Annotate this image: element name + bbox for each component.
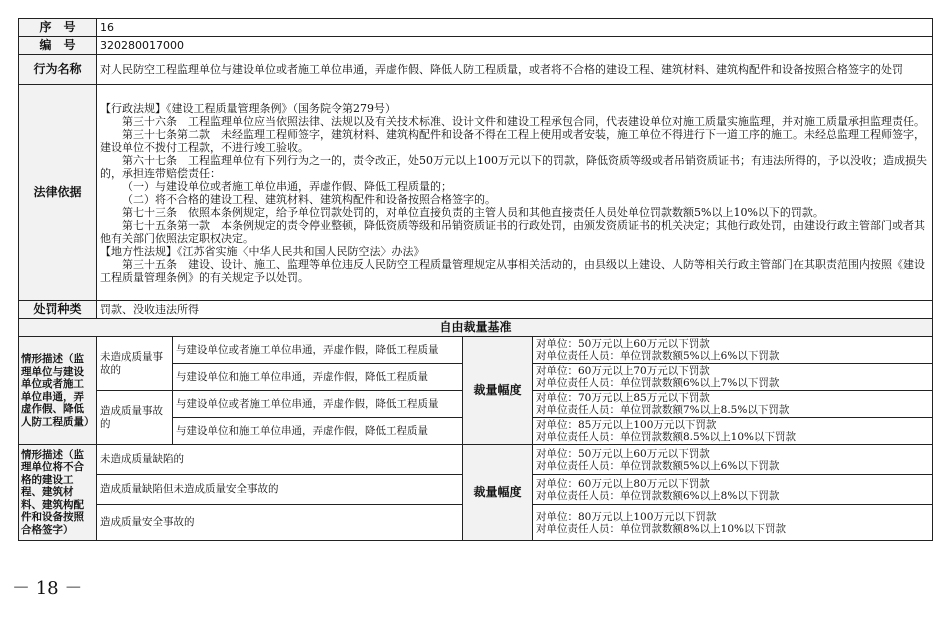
penalty-value: 罚款、没收违法所得 (97, 301, 933, 319)
range-unit: 对单位：80万元以上100万元以下罚款 (536, 510, 717, 523)
legal-line: 第三十五条 建设、设计、施工、监理等单位违反人民防空工程质量管理规定从事相关活动的，由县级以上建设、人防等相关行政主管部门在其职责范围内按照《建设工程质量管理条例》的有关规定予以处罚。 (100, 257, 925, 284)
range-person: 对单位责任人员：单位罚款数额7%以上8.5%以下罚款 (536, 404, 790, 416)
legal-line: 第三十六条 工程监理单位应当依照法律、法规以及有关技术标准、设计文件和建设工程承包合同，代表建设单位对施工质量实施监理，并对施工质量承担监理责任。 (122, 114, 925, 128)
range-unit: 对单位：85万元以上100万元以下罚款 (536, 419, 717, 431)
group1-range (533, 337, 933, 364)
group1-range (533, 364, 933, 391)
code-label: 编 号 (19, 37, 97, 55)
group1-item: 与建设单位和施工单位串通，弄虚作假，降低工程质量 (173, 418, 463, 445)
group1-sub1: 未造成质量事故的 (97, 337, 173, 391)
penalty-label: 处罚种类 (19, 301, 97, 319)
legal-basis (97, 85, 933, 301)
group2-label: 情形描述（监理单位将不合格的建设工程、建筑材料、建筑构配件和设备按照合格签字） (19, 445, 97, 541)
group2-item: 未造成质量缺陷的 (97, 445, 463, 475)
range-person: 对单位责任人员：单位罚款数额6%以上7%以下罚款 (536, 377, 780, 389)
legal-line: （二）将不合格的建设工程、建筑材料、建筑构配件和设备按照合格签字的。 (122, 192, 496, 206)
group2-range (533, 445, 933, 475)
legal-line: 第六十七条 工程监理单位有下列行为之一的，责令改正，处50万元以上100万元以下的罚款，降低资质等级或者吊销资质证书；有违法所得的，予以没收；造成损失的，承担连带赔偿责任： (100, 153, 927, 180)
group1-item: 与建设单位或者施工单位串通，弄虚作假，降低工程质量 (173, 391, 463, 418)
legal-line: （一）与建设单位或者施工单位串通，弄虚作假、降低工程质量的； (122, 179, 452, 193)
range-unit: 对单位：60万元以上70万元以下罚款 (536, 365, 710, 377)
group2-range (533, 475, 933, 505)
legal-label: 法律依据 (19, 85, 97, 301)
legal-line: 第七十五条第一款 本条例规定的责令停业整顿，降低资质等级和吊销资质证书的行政处罚，由颁发资质证书的机关决定；其他行政处罚，由建设行政主管部门或者其他有关部门依照法定职权决定。 (100, 218, 925, 245)
range-unit: 对单位：60万元以上80万元以下罚款 (536, 477, 710, 490)
range-unit: 对单位：50万元以上60万元以下罚款 (536, 447, 710, 460)
group1-range-label: 裁量幅度 (463, 337, 533, 445)
act-label: 行为名称 (19, 55, 97, 85)
seq-value: 16 (97, 19, 933, 37)
group1-range (533, 391, 933, 418)
discretion-title: 自由裁量基准 (19, 319, 933, 337)
group2-range-label: 裁量幅度 (463, 445, 533, 541)
group1-item: 与建设单位和施工单位串通，弄虚作假，降低工程质量 (173, 364, 463, 391)
act-value: 对人民防空工程监理单位与建设单位或者施工单位串通，弄虚作假、降低人防工程质量，或者将不合格的建设工程、建筑材料、建筑构配件和设备按照合格签字的处罚 (97, 55, 933, 85)
range-unit: 对单位：70万元以上85万元以下罚款 (536, 392, 710, 404)
range-person: 对单位责任人员：单位罚款数额8%以上10%以下罚款 (536, 522, 786, 535)
group2-item: 造成质量安全事故的 (97, 505, 463, 541)
range-unit: 对单位：50万元以上60万元以下罚款 (536, 338, 710, 350)
legal-line: 第七十三条 依照本条例规定，给予单位罚款处罚的，对单位直接负责的主管人员和其他直接责任人员处单位罚款数额5%以上10%以下的罚款。 (122, 205, 824, 219)
group1-sub2: 造成质量事故的 (97, 391, 173, 445)
range-person: 对单位责任人员：单位罚款数额6%以上8%以下罚款 (536, 489, 780, 502)
group1-item: 与建设单位或者施工单位串通，弄虚作假，降低工程质量 (173, 337, 463, 364)
penalty-table (18, 18, 933, 541)
legal-line: 【地方性法规】《江苏省实施〈中华人民共和国人民防空法〉办法》 (100, 244, 425, 258)
page-number: － 18 － (12, 578, 83, 599)
group2-item: 造成质量缺陷但未造成质量安全事故的 (97, 475, 463, 505)
group2-range (533, 505, 933, 541)
range-person: 对单位责任人员：单位罚款数额5%以上6%以下罚款 (536, 459, 780, 472)
range-person: 对单位责任人员：单位罚款数额5%以上6%以下罚款 (536, 350, 780, 362)
legal-line: 第三十七条第二款 未经监理工程师签字，建筑材料、建筑构配件和设备不得在工程上使用或者安装，施工单位不得进行下一道工序的施工。未经总监理工程师签字，建设单位不拨付工程款，不进行竣工验收。 (100, 127, 925, 154)
legal-line: 【行政法规】《建设工程质量管理条例》（国务院令第279号） (100, 101, 396, 115)
range-person: 对单位责任人员：单位罚款数额8.5%以上10%以下罚款 (536, 431, 797, 443)
group1-range (533, 418, 933, 445)
code-value: 320280017000 (97, 37, 933, 55)
seq-label: 序 号 (19, 19, 97, 37)
group1-label: 情形描述（监理单位与建设单位或者施工单位串通，弄虚作假、降低人防工程质量） (19, 337, 97, 445)
